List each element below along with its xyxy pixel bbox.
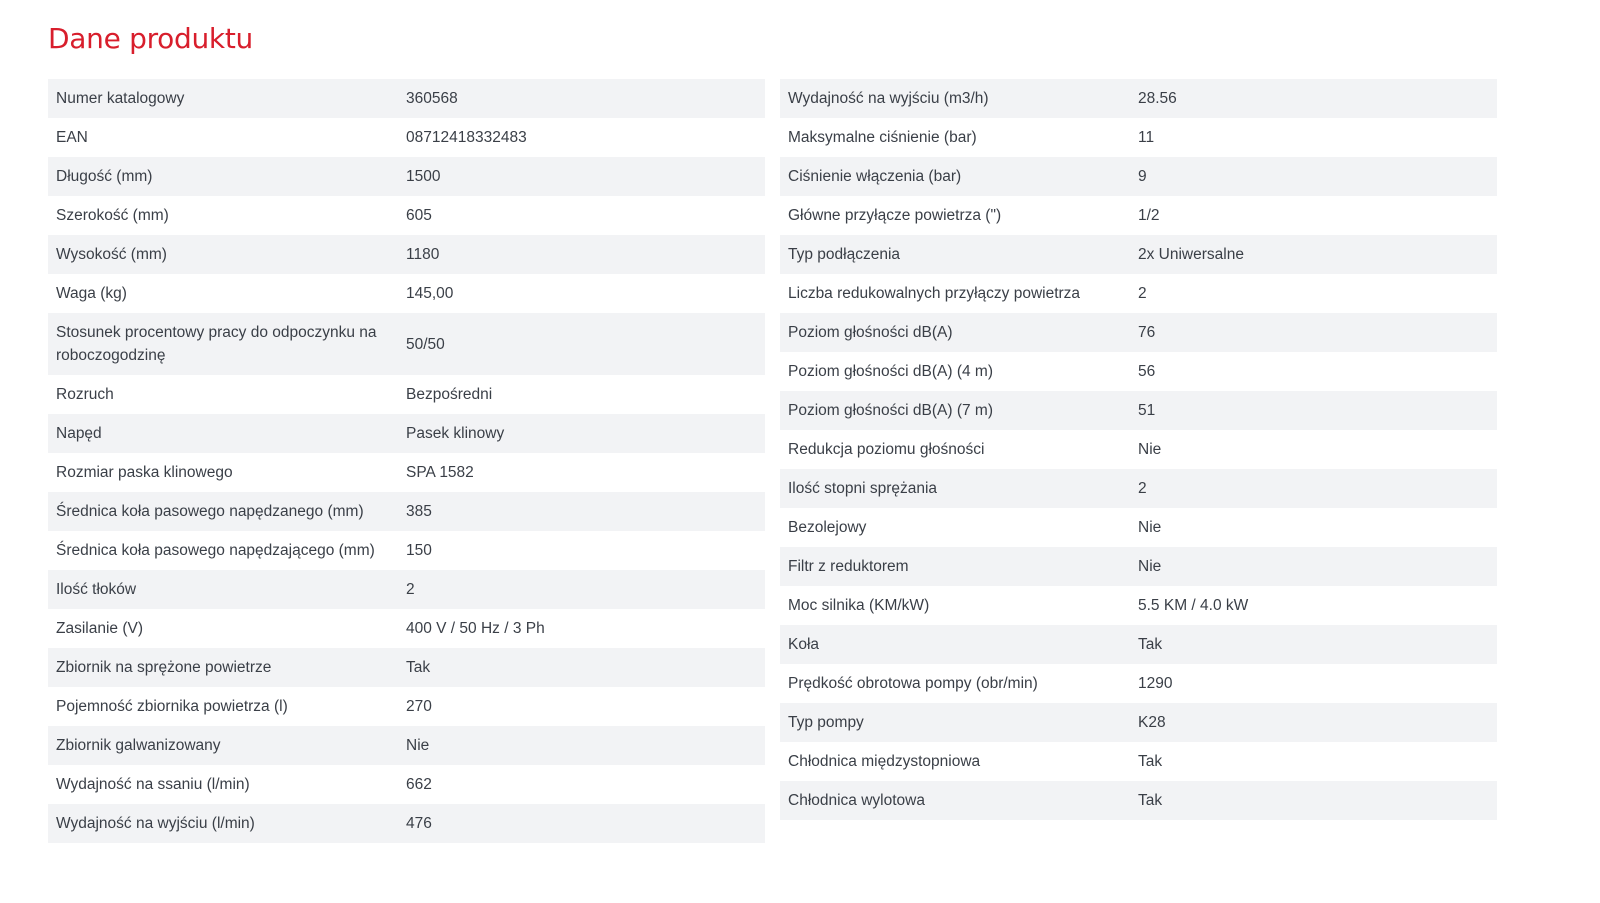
spec-label: Wydajność na wyjściu (l/min) bbox=[56, 815, 255, 832]
spec-row bbox=[48, 157, 765, 196]
spec-label: Wydajność na ssaniu (l/min) bbox=[56, 776, 250, 793]
spec-value: 5.5 KM / 4.0 kW bbox=[1138, 597, 1249, 614]
spec-value: 51 bbox=[1138, 402, 1156, 419]
spec-label: Bezolejowy bbox=[788, 519, 867, 536]
spec-value: Nie bbox=[1138, 441, 1162, 458]
spec-label: Ciśnienie włączenia (bar) bbox=[788, 168, 962, 185]
spec-value: Nie bbox=[406, 737, 430, 754]
spec-label: Zbiornik na sprężone powietrze bbox=[56, 659, 272, 676]
spec-label: Moc silnika (KM/kW) bbox=[788, 597, 930, 614]
spec-value: Pasek klinowy bbox=[406, 425, 505, 442]
spec-row bbox=[48, 765, 765, 804]
spec-value: Tak bbox=[406, 659, 431, 676]
spec-row bbox=[48, 609, 765, 648]
spec-row bbox=[48, 648, 765, 687]
spec-value: Bezpośredni bbox=[406, 386, 493, 403]
spec-row bbox=[780, 781, 1497, 820]
spec-value: 2 bbox=[406, 581, 415, 598]
spec-label: Rozruch bbox=[56, 386, 114, 403]
spec-value: 9 bbox=[1138, 168, 1147, 185]
spec-value: 150 bbox=[406, 542, 432, 559]
spec-row bbox=[780, 547, 1497, 586]
spec-value: 2 bbox=[1138, 480, 1147, 497]
spec-value: 08712418332483 bbox=[406, 129, 527, 146]
spec-value: 145,00 bbox=[406, 285, 454, 302]
spec-row bbox=[780, 118, 1497, 157]
spec-label: Wysokość (mm) bbox=[56, 246, 167, 263]
spec-value: 1180 bbox=[406, 246, 440, 263]
spec-row bbox=[780, 79, 1497, 118]
spec-label: Maksymalne ciśnienie (bar) bbox=[788, 129, 977, 146]
spec-label: Poziom głośności dB(A) (7 m) bbox=[788, 402, 994, 419]
spec-value: 270 bbox=[406, 698, 432, 715]
spec-value: Nie bbox=[1138, 519, 1162, 536]
spec-value: SPA 1582 bbox=[406, 464, 474, 481]
spec-label: Długość (mm) bbox=[56, 168, 153, 185]
spec-label: Filtr z reduktorem bbox=[788, 558, 909, 575]
spec-value: Tak bbox=[1138, 753, 1163, 770]
spec-table-left bbox=[48, 79, 765, 843]
spec-value: 476 bbox=[406, 815, 432, 832]
spec-label: Waga (kg) bbox=[56, 285, 127, 302]
spec-row bbox=[780, 469, 1497, 508]
spec-row bbox=[48, 453, 765, 492]
spec-value: 385 bbox=[406, 503, 432, 520]
spec-value: 50/50 bbox=[406, 335, 445, 353]
spec-row bbox=[780, 391, 1497, 430]
spec-label: Średnica koła pasowego napędzającego (mm) bbox=[56, 542, 375, 559]
spec-value: 11 bbox=[1138, 129, 1155, 146]
spec-row bbox=[48, 375, 765, 414]
spec-label: Redukcja poziomu głośności bbox=[788, 441, 985, 458]
spec-label: Główne przyłącze powietrza (") bbox=[788, 207, 1002, 224]
spec-row bbox=[48, 235, 765, 274]
spec-table-right bbox=[780, 79, 1497, 820]
spec-value: 1500 bbox=[406, 168, 441, 185]
spec-value: 2x Uniwersalne bbox=[1138, 246, 1244, 263]
spec-row bbox=[48, 531, 765, 570]
spec-row bbox=[780, 625, 1497, 664]
spec-value: 1290 bbox=[1138, 675, 1173, 692]
spec-label: Chłodnica międzystopniowa bbox=[788, 753, 981, 770]
spec-row bbox=[48, 313, 765, 375]
spec-row bbox=[780, 352, 1497, 391]
spec-label: EAN bbox=[56, 129, 88, 146]
spec-row bbox=[48, 79, 765, 118]
spec-row bbox=[48, 118, 765, 157]
spec-row bbox=[48, 274, 765, 313]
spec-value: Nie bbox=[1138, 558, 1162, 575]
spec-label: Typ pompy bbox=[788, 714, 864, 731]
spec-label: Ilość stopni sprężania bbox=[788, 480, 938, 497]
spec-label: Rozmiar paska klinowego bbox=[56, 464, 233, 481]
spec-label: Stosunek procentowy pracy do odpoczynku na roboczogodzinę bbox=[56, 324, 377, 364]
spec-row bbox=[48, 687, 765, 726]
spec-label: Liczba redukowalnych przyłączy powietrza bbox=[788, 285, 1081, 302]
spec-row bbox=[48, 726, 765, 765]
spec-label: Ilość tłoków bbox=[56, 581, 137, 598]
spec-row bbox=[780, 742, 1497, 781]
spec-value: 28.56 bbox=[1138, 90, 1177, 107]
spec-label: Pojemność zbiornika powietrza (l) bbox=[56, 698, 288, 715]
spec-row bbox=[780, 157, 1497, 196]
spec-label: Wydajność na wyjściu (m3/h) bbox=[788, 90, 989, 107]
spec-row bbox=[780, 235, 1497, 274]
spec-row bbox=[48, 804, 765, 843]
spec-row bbox=[780, 703, 1497, 742]
spec-label: Średnica koła pasowego napędzanego (mm) bbox=[56, 503, 364, 520]
spec-label: Zasilanie (V) bbox=[56, 620, 143, 637]
spec-row bbox=[780, 313, 1497, 352]
spec-row bbox=[48, 196, 765, 235]
spec-label: Chłodnica wylotowa bbox=[788, 792, 925, 809]
spec-label: Numer katalogowy bbox=[56, 90, 185, 107]
spec-row bbox=[780, 586, 1497, 625]
spec-row bbox=[780, 664, 1497, 703]
spec-row bbox=[780, 508, 1497, 547]
spec-value: 1/2 bbox=[1138, 207, 1160, 224]
spec-value: 56 bbox=[1138, 363, 1156, 380]
spec-label: Koła bbox=[788, 636, 820, 653]
spec-row bbox=[780, 196, 1497, 235]
spec-label: Napęd bbox=[56, 425, 102, 442]
spec-value: K28 bbox=[1138, 714, 1166, 731]
spec-row bbox=[780, 274, 1497, 313]
spec-label: Zbiornik galwanizowany bbox=[56, 737, 221, 754]
page-title: Dane produktu bbox=[48, 22, 253, 55]
spec-row bbox=[780, 430, 1497, 469]
spec-row bbox=[48, 570, 765, 609]
spec-label: Typ podłączenia bbox=[788, 246, 901, 263]
spec-label: Szerokość (mm) bbox=[56, 207, 169, 224]
spec-row bbox=[48, 492, 765, 531]
spec-value: 400 V / 50 Hz / 3 Ph bbox=[406, 620, 545, 637]
spec-value: Tak bbox=[1138, 636, 1163, 653]
spec-value: 605 bbox=[406, 207, 432, 224]
spec-label: Prędkość obrotowa pompy (obr/min) bbox=[788, 675, 1038, 692]
spec-label: Poziom głośności dB(A) bbox=[788, 324, 953, 341]
spec-value: 662 bbox=[406, 776, 432, 793]
spec-value: Tak bbox=[1138, 792, 1163, 809]
spec-value: 76 bbox=[1138, 324, 1156, 341]
spec-value: 360568 bbox=[406, 90, 458, 107]
spec-label: Poziom głośności dB(A) (4 m) bbox=[788, 363, 994, 380]
spec-value: 2 bbox=[1138, 285, 1147, 302]
spec-row bbox=[48, 414, 765, 453]
